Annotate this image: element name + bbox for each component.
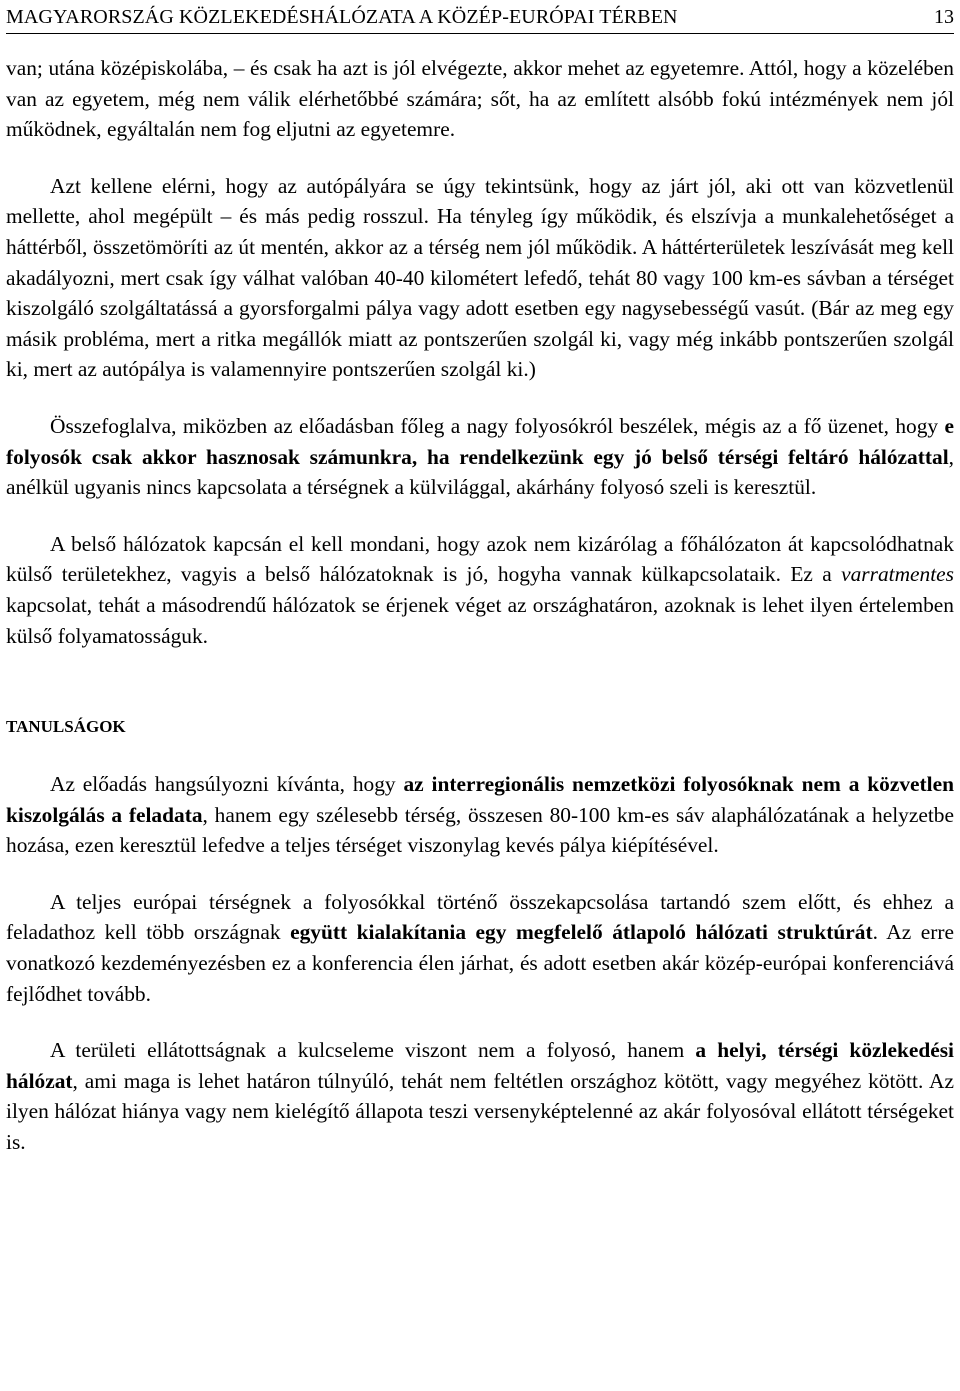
paragraph-text: Az előadás hangsúlyozni kívánta, hogy	[50, 772, 404, 797]
body-text	[6, 53, 954, 1158]
paragraph-text: A területi ellátottságnak a kulcseleme viszont nem a folyosó, hanem	[50, 1038, 696, 1063]
emphasis-bold: a helyi, térségi közlekedési hálózat	[6, 1038, 955, 1093]
paragraph	[6, 171, 954, 385]
emphasis-bold: együtt kialakítania egy megfelelő átlapoló hálózati struktúrát	[290, 920, 873, 945]
page-number: 13	[934, 6, 954, 28]
paragraph-text: A belső hálózatok kapcsán el kell mondani, hogy azok nem kizárólag a főhálózaton át kapcsolódhatnak külső területekhez, vagyis a belső hálózatoknak is jó, hogyha vannak külkapcsolataik. Ez a	[6, 531, 954, 587]
emphasis-italic: varratmentes	[841, 562, 954, 587]
paragraph-continuation	[6, 53, 954, 145]
paragraph-text: , ami maga is lehet határon túlnyúló, tehát nem feltétlen országhoz kötött, vagy megyéhez kötött. Az ilyen hálózat hiánya vagy nem kielégítő állapota teszi versenyképtelenné az akár folyosóval ellátott térségeket is.	[6, 1068, 954, 1155]
paragraph	[6, 411, 954, 503]
paragraph-text: , hanem egy szélesebb térség, összesen 80-100 km-es sáv alaphálózatának a helyzetbe hozása, ezen keresztül lefedve a teljes térséget viszonylag kevés pálya kiépítésével.	[6, 802, 954, 858]
paragraph-text: A teljes európai térségnek a folyosókkal történő összekapcsolása tartandó szem előtt, és ehhez a feladathoz kell több országnak	[6, 889, 954, 945]
paragraph-text: Összefoglalva, miközben az előadásban főleg a nagy folyosókról beszélek, mégis az a fő üzenet, hogy	[50, 413, 945, 438]
header-title: MAGYARORSZÁG KÖZLEKEDÉSHÁLÓZATA A KÖZÉP-EURÓPAI TÉRBEN	[6, 6, 678, 28]
document-page	[6, 0, 954, 1158]
paragraph	[6, 769, 954, 861]
paragraph	[6, 1035, 954, 1157]
paragraph	[6, 887, 954, 1009]
paragraph	[6, 529, 954, 651]
emphasis-bold: e folyosók csak akkor hasznosak számunkra, ha rendelkezünk egy jó belső térségi feltáró hálózattal	[6, 413, 954, 469]
paragraph-text: , anélkül ugyanis nincs kapcsolata a térségnek a külvilággal, akárhány folyosó szeli is keresztül.	[6, 444, 954, 500]
paragraph-text: . Az erre vonatkozó kezdeményezésben ez a konferencia élen járhat, és adott esetben akár közép-európai konferenciává fejlődhet tovább.	[6, 920, 955, 1006]
running-header	[6, 0, 954, 34]
paragraph-text: van; utána középiskolába, – és csak ha azt is jól elvégezte, akkor mehet az egyetemre. Attól, hogy a közelében van az egyetem, még nem válik elérhetőbbé számára; sőt, ha az említett alsóbb fokú intézmények nem jól működnek, egyáltalán nem fog eljutni az egyetemre.	[6, 56, 954, 142]
paragraph-text: Azt kellene elérni, hogy az autópályára se úgy tekintsünk, hogy az járt jól, aki ott van közvetlenül mellette, ahol megépült – és más pedig rosszul. Ha tényleg így működik, és elszívja a munkalehetőséget a háttérből, összetömöríti az út mentén, akkor az a térség nem jól működik. A háttérterületek leszívását meg kell akadályozni, mert csak így válhat valóban 40-40 kilométert lefedő, tehát 80 vagy 100 km-es sávban a térséget kiszolgáló szolgáltatássá a gyorsforgalmi pálya vagy adott esetben egy nagysebességű vasút. (Bár az meg egy másik probléma, mert a ritka megállók miatt az pontszerűen szolgál ki, vagy még inkább pontszerűen szolgál ki, mert az autópálya is valamennyire pontszerűen szolgál ki.)	[6, 173, 954, 382]
paragraph-text: kapcsolat, tehát a másodrendű hálózatok se érjenek véget az országhatáron, azoknak is lehet ilyen értelemben külső folyamatosságuk.	[6, 592, 954, 648]
section-heading: TANULSÁGOK	[6, 717, 126, 737]
emphasis-bold: az interregionális nemzetközi folyosóknak nem a közvetlen kiszolgálás a feladata	[6, 772, 954, 827]
